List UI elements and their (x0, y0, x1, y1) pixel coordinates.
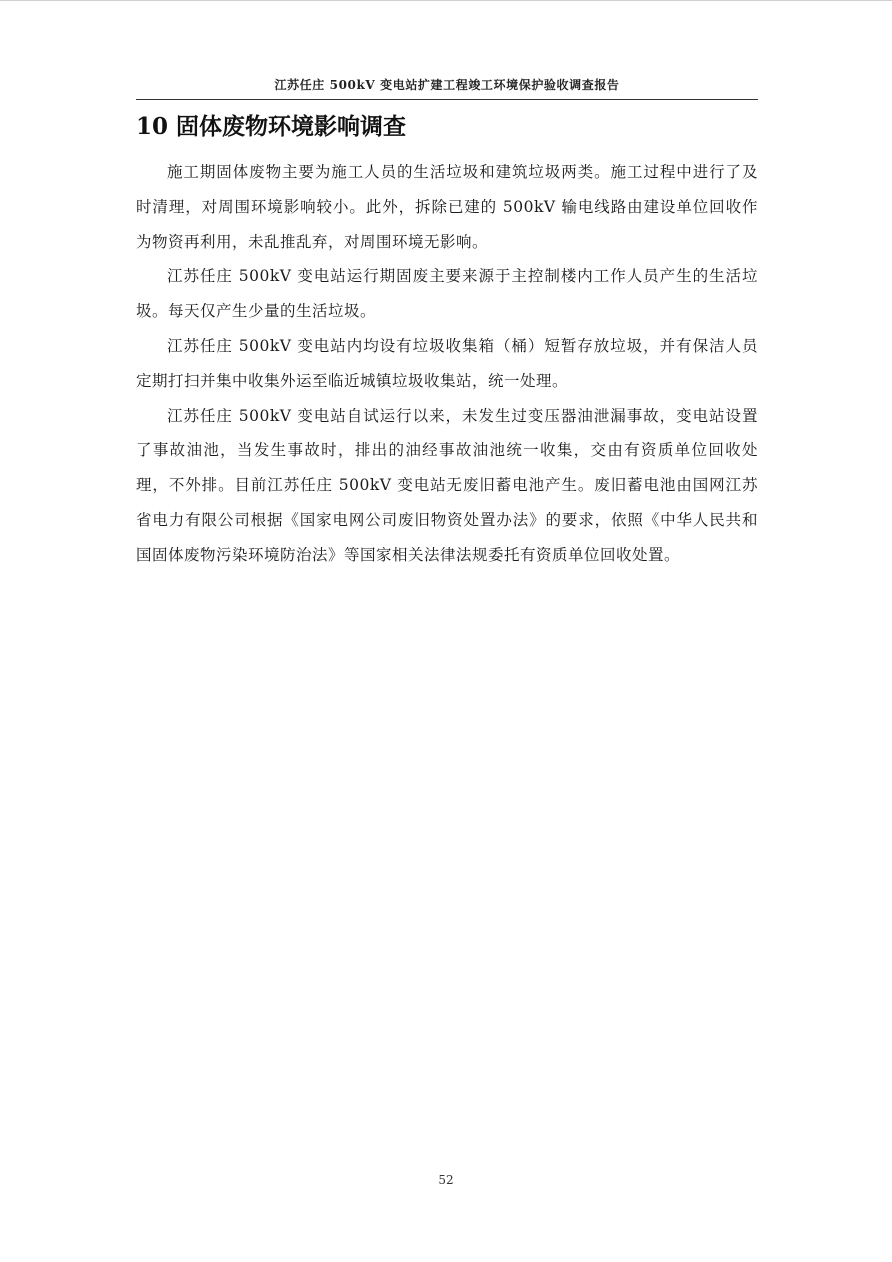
page-number: 52 (438, 1173, 454, 1187)
paragraph-waste-collection: 江苏任庄 500kV 变电站内均设有垃圾收集箱（桶）短暂存放垃圾，并有保洁人员定期打扫并集中收集外运至临近城镇垃圾收集站，统一处理。 (136, 336, 758, 390)
paragraph-operation-waste: 江苏任庄 500kV 变电站运行期固废主要来源于主控制楼内工作人员产生的生活垃圾。每天仅产生少量的生活垃圾。 (136, 267, 758, 321)
body-text (136, 155, 758, 573)
paragraph-oil-and-batteries: 江苏任庄 500kV 变电站自试运行以来，未发生过变压器油泄漏事故，变电站设置了事故油池，当发生事故时，排出的油经事故油池统一收集，交由有资质单位回收处理，不外排。目前江苏任庄 500kV 变电站无废旧蓄电池产生。废旧蓄电池由国网江苏省电力有限公司根据《国家电网公司废旧物资处置办法》的要求，依照《中华人民共和国固体废物污染环境防治法》等国家相关法律法规委托有资质单位回收处置。 (136, 406, 758, 564)
header-rule (136, 99, 758, 100)
page-top-border (0, 0, 892, 1)
running-header: 江苏任庄 500kV 变电站扩建工程竣工环境保护验收调查报告 (274, 78, 620, 92)
section-title: 10 固体废物环境影响调查 (136, 113, 407, 140)
paragraph-construction-waste: 施工期固体废物主要为施工人员的生活垃圾和建筑垃圾两类。施工过程中进行了及时清理，对周围环境影响较小。此外，拆除已建的 500kV 输电线路由建设单位回收作为物资再利用，未乱推乱弃，对周围环境无影响。 (136, 163, 758, 251)
